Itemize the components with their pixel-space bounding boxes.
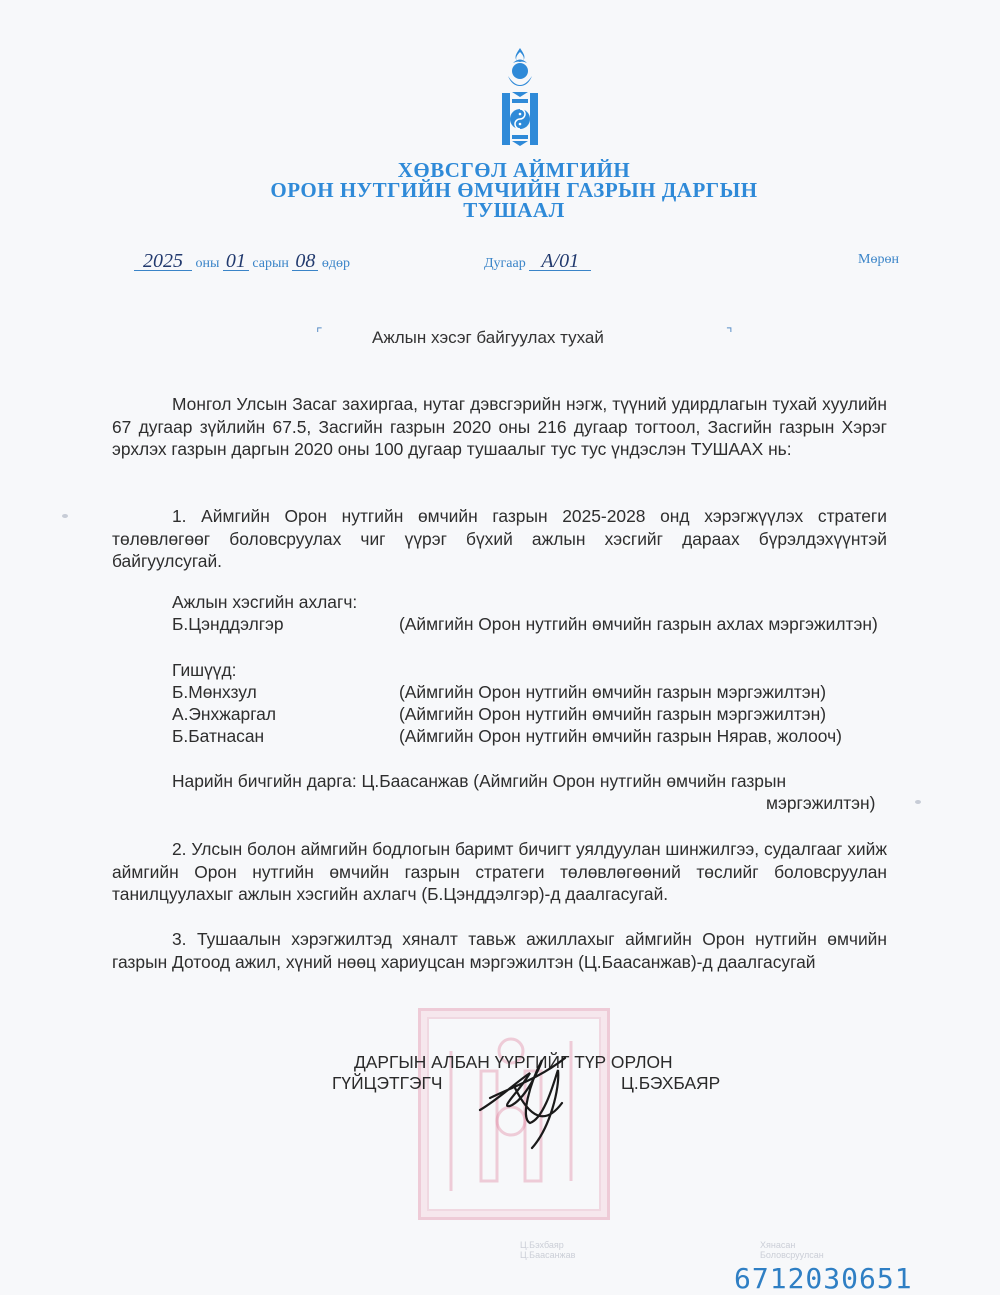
subject-bracket-right: ⌝ [726, 325, 733, 341]
head-name: Б.Цэнддэлгэр [172, 614, 284, 634]
subject-bracket-left: ⌜ [316, 325, 323, 341]
order-number: А/01 [529, 252, 591, 271]
number-field [484, 252, 591, 272]
serial-number: 6712030651 [734, 1262, 913, 1295]
place: Мөрөн [858, 252, 899, 267]
head-label: Ажлын хэсгийн ахлагч: [172, 592, 358, 612]
signatory-title-line-1: ДАРГЫН АЛБАН ҮҮРГИЙГ ТҮР ОРЛОН [354, 1052, 673, 1072]
member-name: Б.Батнасан [172, 726, 265, 746]
item-2: 2. Улсын болон аймгийн бодлогын баримт бичигт уялдуулан шинжилгээ, судалгааг хийж аймгийн Орон нутгийн өмчийн газрын стратеги төлөвлөгөөний төслийг боловсруулан танилцуулахыг ажлын хэсгийн ахлагч (Б.Цэнддэлгэр)-д даалгасугай. [112, 839, 887, 904]
member-role: (Аймгийн Орон нутгийн өмчийн газрын мэргэжилтэн) [399, 682, 827, 702]
member-name: А.Энхжаргал [172, 704, 276, 724]
secretary-line-2: мэргэжилтэн) [766, 793, 876, 813]
members-label: Гишүүд: [172, 660, 237, 680]
date-month-suffix: сарын [252, 256, 289, 271]
date-day-suffix: өдөр [321, 256, 351, 271]
handwritten-signature [470, 1048, 590, 1158]
member-role: (Аймгийн Орон нутгийн өмчийн газрын мэргэжилтэн) [399, 704, 827, 724]
signatory-name: Ц.БЭХБАЯР [621, 1073, 721, 1093]
number-label: Дугаар [484, 256, 526, 271]
item-1: 1. Аймгийн Орон нутгийн өмчийн газрын 2025-2028 онд хэрэгжүүлэх стратеги төлөвлөгөөг боловсруулах чиг үүрэг бүхий ажлын хэсгийг дараах бүрэлдэхүүнтэй байгуулсугай. [112, 506, 887, 571]
secretary-line-1: Нарийн бичгийн дарга: Ц.Баасанжав (Аймгийн Орон нутгийн өмчийн газрын [172, 771, 787, 791]
header-office-name: ОРОН НУТГИЙН ӨМЧИЙН ГАЗРЫН ДАРГЫН [270, 178, 758, 202]
date-year: 2025 [134, 252, 192, 271]
header-doc-type: ТУШААЛ [463, 198, 565, 222]
date-month: 01 [223, 252, 249, 271]
scan-speck [62, 514, 68, 518]
preamble: Монгол Улсын Засаг захиргаа, нутаг дэвсгэрийн нэгж, түүний удирдлагын тухай хуулийн 67 дугаар зүйлийн 67.5, Засгийн газрын 2020 оны 216 дугаар тогтоол, Засгийн газрын Хэрэг эрхлэх газрын даргын 2020 оны 100 дугаар тушаалыг тус тус үндэслэн ТУШААХ нь: [112, 394, 887, 459]
head-role: (Аймгийн Орон нутгийн өмчийн газрын ахлах мэргэжилтэн) [399, 614, 878, 634]
member-name: Б.Мөнхзул [172, 682, 257, 702]
signatory-title-line-2: ГҮЙЦЭТГЭГЧ [332, 1073, 443, 1093]
date-year-suffix: оны [195, 256, 220, 271]
date-day: 08 [292, 252, 318, 271]
scan-speck [915, 800, 921, 804]
date-field [134, 252, 350, 272]
item-3: 3. Тушаалын хэрэгжилтэд хяналт тавьж ажиллахыг аймгийн Орон нутгийн өмчийн газрын Дотоод ажил, хүний нөөц хариуцсан мэргэжилтэн (Ц.Баасанжав)-д даалгасугай [112, 929, 887, 972]
ghost-text: Ц.Бэхбаяр Ц.Баасанжав [520, 1240, 576, 1260]
ghost-text: Хянасан Боловсруулсан [760, 1240, 824, 1260]
soyombo-emblem-icon [490, 46, 550, 158]
subject: Ажлын хэсэг байгуулах тухай [372, 328, 604, 347]
member-role: (Аймгийн Орон нутгийн өмчийн газрын Нярав, жолооч) [399, 726, 842, 746]
header-region-name: ХӨВСГӨЛ АЙМГИЙН [397, 158, 631, 182]
